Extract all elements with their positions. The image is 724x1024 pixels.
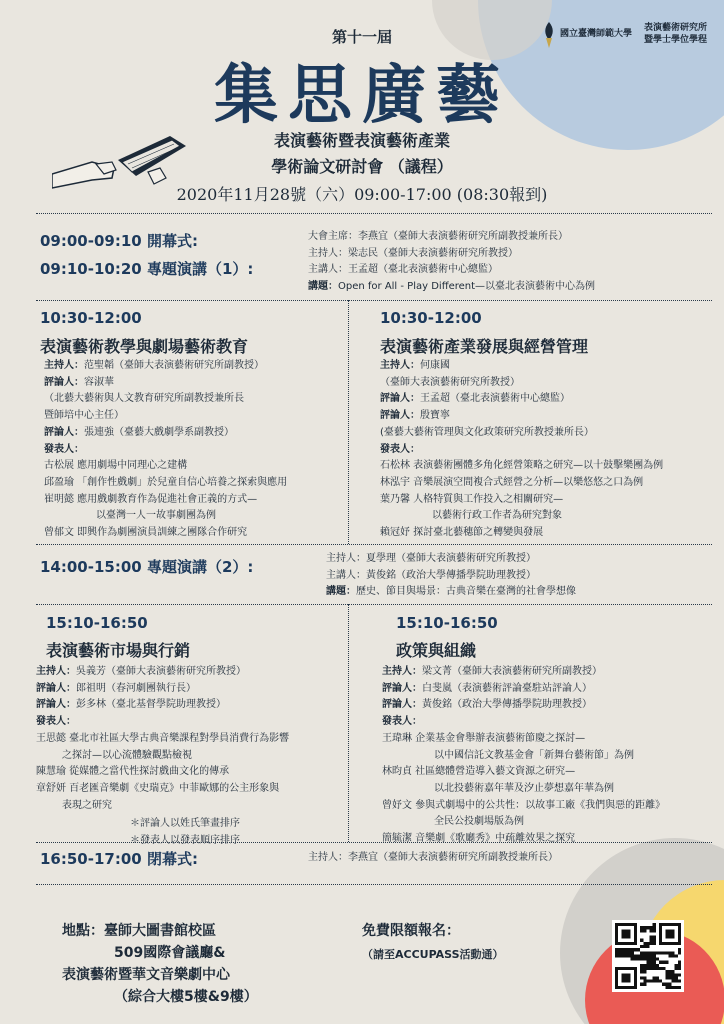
session-b-line: 林泓宇 音樂展演空間複合式經營之分析—以樂悠悠之口為例 (380, 476, 644, 488)
session-b-line: 發表人： (380, 443, 420, 455)
register-title: 免費限額報名： (362, 923, 460, 939)
session-b-time: 10:30-12:00 (380, 309, 482, 327)
session-c-line: 章舒妍 百老匯音樂劇《史瑞克》中菲歐娜的公主形象與 (36, 782, 280, 794)
session-d-line: 評論人：黃俊銘（政治大學傳播學院助理教授） (382, 699, 592, 711)
keynote2-line: 講題：歷史、節目與場景：古典音樂在臺灣的社會學想像 (326, 586, 576, 598)
session-c-line: 表現之研究 (62, 799, 112, 811)
session-c-title: 表演藝術市場與行銷 (46, 641, 191, 660)
session-c-list (36, 664, 289, 814)
event-datetime: 2020年11月28號（六）09:00-17:00 (08:30報到) (176, 185, 548, 204)
session-c-time: 15:10-16:50 (46, 614, 148, 632)
divider (36, 213, 712, 214)
session-d-time: 15:10-16:50 (396, 614, 498, 632)
session-b-line: （臺師大表演藝術研究所教授） (380, 376, 520, 388)
opening-time: 09:00-09:10 開幕式: (40, 232, 198, 250)
session-d-title: 政策與組織 (396, 641, 477, 660)
session-d-line: 發表人： (382, 716, 422, 728)
session-a-line: 邱盈瑜 「創作性戲劇」於兒童自信心培養之探索與應用 (44, 476, 288, 488)
divider (36, 604, 712, 605)
session-b-list (380, 358, 663, 542)
venue-line: 509國際會議廳& (114, 945, 226, 961)
keynote2-time: 14:00-15:00 專題演講（2）: (40, 558, 254, 576)
institute-name-line2: 暨學士學位學程 (644, 35, 708, 45)
divider (36, 544, 712, 545)
session-d-line: 全民公投劇場版為例 (434, 816, 524, 828)
session-c-line: 評論人：郎祖明（春河劇團執行長） (36, 682, 196, 694)
subtitle-2: 學術論文研討會 （議程） (271, 157, 453, 176)
keynote2-line: 主持人：夏學理（臺師大表演藝術研究所教授） (326, 553, 536, 564)
divider (36, 300, 712, 301)
session-a-line: 崔明懿 應用戲劇教育作為促進社會正義的方式— (44, 493, 258, 505)
page-title: 集思廣藝 (214, 58, 510, 133)
qr-code[interactable] (612, 920, 684, 992)
subtitle-1: 表演藝術暨表演藝術產業 (273, 131, 450, 150)
institute-name-line1: 表演藝術研究所 (644, 23, 708, 33)
opening-line: 講題：Open for All - Play Different—以臺北表演藝術中心為例 (308, 281, 596, 293)
session-b-line: (臺藝大藝術管理與文化政策研究所教授兼所長） (380, 426, 594, 438)
column-divider (348, 604, 349, 842)
divider (36, 884, 712, 885)
session-a-line: 評論人：張連強（臺藝大戲劇學系副教授） (44, 426, 234, 438)
session-c-line: 陳慧瑜 從媒體之當代性探討戲曲文化的傳承 (36, 766, 230, 778)
session-c-notes (130, 816, 240, 849)
opening-line: 主講人：王孟超（臺北表演藝術中心總監） (308, 264, 498, 276)
session-a-time: 10:30-12:00 (40, 309, 142, 327)
session-b-line: 評論人：殷寶寧 (380, 410, 450, 422)
session-a-line: 以臺灣一人一故事劇團為例 (96, 510, 216, 522)
session-c-line: 之探討—以心流體驗觀點檢視 (62, 749, 192, 761)
venue-line: （綜合大樓5樓&9樓） (114, 989, 258, 1005)
venue-line: 表演藝術暨華文音樂劇中心 (62, 967, 230, 983)
session-b-line: 葉乃馨 人格特質與工作投入之相關研究— (380, 493, 564, 505)
university-name: 國立臺灣師範大學 (560, 29, 633, 39)
closing-host: 主持人：李燕宜（臺師大表演藝術研究所副教授兼所長） (308, 852, 558, 863)
session-c-line: 主持人：吳義芳（臺師大表演藝術研究所教授） (36, 666, 246, 677)
nthu-logo-icon (540, 20, 558, 50)
session-d-line: 簡毓潔 音樂劇《歌廳秀》中疏離效果之探究 (382, 833, 576, 845)
session-d-line: 王瑋琳 企業基金會舉辦表演藝術節慶之探討— (382, 732, 586, 744)
session-d-line: 評論人：白斐嵐（表演藝術評論臺駐站評論人） (382, 682, 592, 694)
session-a-line: 發表人： (44, 443, 84, 455)
session-b-line: 以藝術行政工作者為研究對象 (432, 510, 562, 522)
venue-label: 地點： (62, 923, 104, 939)
session-a-line: （北藝大藝術與人文教育研究所副教授兼所長 (44, 393, 244, 405)
venue-block (62, 920, 258, 1008)
session-b-line: 石松林 表演藝術團體多角化經營策略之研究—以十鼓擊樂團為例 (380, 460, 664, 472)
sort-note: ＊評論人以姓氏筆畫排序 (130, 818, 240, 829)
keynote2-details (326, 551, 576, 601)
session-a-line: 評論人：容淑華 (44, 376, 114, 388)
session-a-line: 古松展 應用劇場中同理心之建構 (44, 460, 188, 472)
register-note[interactable]: （請至ACCUPASS活動通） (362, 948, 504, 961)
divider (36, 842, 712, 843)
session-b-title: 表演藝術產業發展與經營管理 (380, 337, 589, 356)
session-b-line: 賴冠妤 探討臺北藝穗節之轉變與發展 (380, 527, 544, 539)
book-hand-illustration (52, 132, 192, 202)
keynote1-time: 09:10-10:20 專題演講（1）: (40, 260, 254, 278)
session-b-line: 評論人：王孟超（臺北表演藝術中心總監） (380, 393, 570, 405)
opening-line: 主持人：梁志民（臺師大表演藝術研究所教授） (308, 247, 518, 259)
session-b-line: 主持人：何康國 (380, 360, 450, 371)
venue-line: 地點：臺師大圖書館校區 (62, 923, 216, 939)
session-c-line: 發表人： (36, 716, 76, 728)
session-d-line: 以中國信託文教基金會「新舞台藝術節」為例 (434, 749, 634, 761)
sort-note: ＊發表人以發表順序排序 (130, 834, 240, 846)
session-d-line: 曾妤文 參與式劇場中的公共性：以故事工廠《我們與惡的距離》 (382, 799, 666, 811)
university-logo (540, 20, 720, 60)
keynote2-line: 主講人：黃俊銘（政治大學傳播學院助理教授） (326, 569, 536, 581)
session-a-title: 表演藝術教學與劇場藝術教育 (40, 337, 249, 356)
session-d-line: 主持人：梁文菁（臺師大表演藝術研究所副教授） (382, 666, 602, 677)
opening-details (308, 229, 595, 296)
session-d-list (382, 664, 665, 848)
session-c-line: 王思懿 臺北市社區大學古典音樂課程對學員消費行為影響 (36, 732, 290, 744)
session-a-line: 主持人：范聖韜（臺師大表演藝術研究所副教授） (44, 360, 264, 371)
session-a-line: 暨師培中心主任） (44, 410, 124, 422)
qr-code-pattern (615, 923, 681, 989)
session-c-line: 評論人：彭多林（臺北基督學院助理教授） (36, 699, 226, 711)
session-d-line: 林昀貞 社區總體營造導入藝文資源之研究— (382, 766, 576, 778)
closing-time: 16:50-17:00 閉幕式: (40, 850, 198, 868)
session-d-line: 以北投藝術嘉年華及汐止夢想嘉年華為例 (434, 782, 614, 794)
edition-label: 第十一屆 (331, 28, 392, 46)
session-a-line: 曾郁文 即興作為劇團演員訓練之團隊合作研究 (44, 527, 248, 539)
opening-line: 大會主席：李燕宜（臺師大表演藝術研究所副教授兼所長） (308, 231, 568, 242)
session-a-list (44, 358, 287, 542)
column-divider (348, 300, 349, 544)
